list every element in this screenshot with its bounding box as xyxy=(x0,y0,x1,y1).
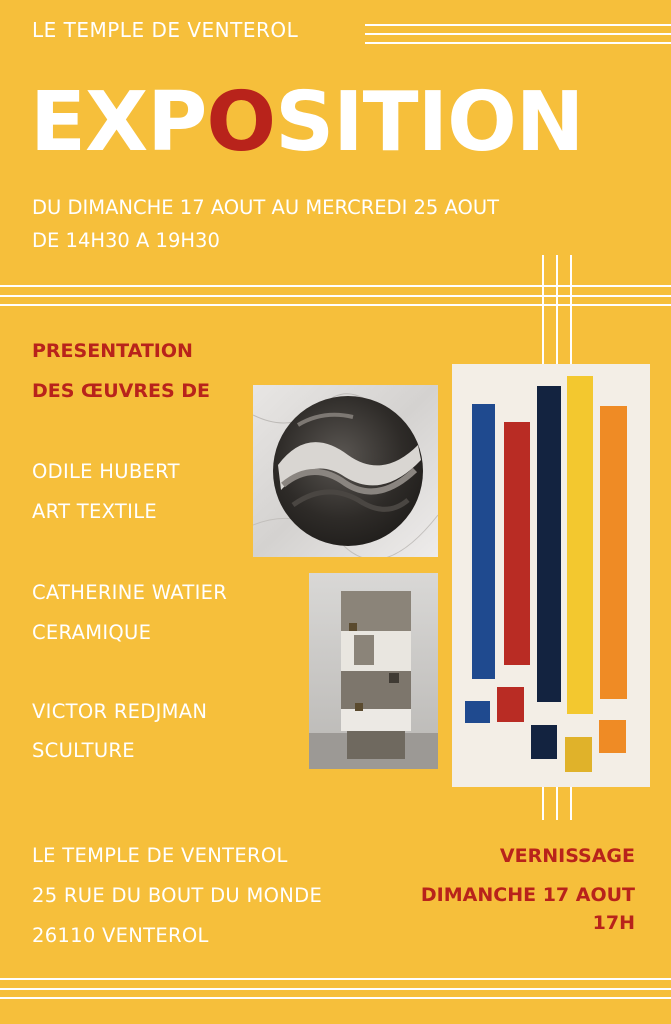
title-part-2: O xyxy=(206,75,276,170)
ceramic-plate-photo xyxy=(253,385,438,557)
bottom-rule-1 xyxy=(0,978,671,980)
artist-3-name: VICTOR REDJMAN xyxy=(32,700,208,723)
artist-1-discipline: ART TEXTILE xyxy=(32,500,157,523)
vernissage-date: DIMANCHE 17 AOUT xyxy=(420,884,635,906)
address-line-1: LE TEMPLE DE VENTEROL xyxy=(32,844,288,867)
artist-3-discipline: SCULTURE xyxy=(32,739,135,762)
address-line-2: 25 RUE DU BOUT DU MONDE xyxy=(32,884,323,907)
presentation-line-1: PRESENTATION xyxy=(32,340,193,362)
top-right-rule-2 xyxy=(365,33,671,35)
presentation-line-2: DES ŒUVRES DE xyxy=(32,380,211,402)
top-right-rule-3 xyxy=(365,42,671,44)
sculpture-photo xyxy=(309,573,438,769)
vernissage-label: VERNISSAGE xyxy=(499,845,635,867)
artist-2-name: CATHERINE WATIER xyxy=(32,581,228,604)
title-part-1: EXP xyxy=(30,75,207,170)
bottom-rule-3 xyxy=(0,997,671,999)
exposition-title xyxy=(30,75,584,170)
vernissage-time: 17H xyxy=(592,912,635,934)
title-part-3: SITION xyxy=(275,75,584,170)
venue-header: LE TEMPLE DE VENTEROL xyxy=(32,18,299,42)
top-right-rule-1 xyxy=(365,24,671,26)
address-line-3: 26110 VENTEROL xyxy=(32,924,209,947)
artist-1-name: ODILE HUBERT xyxy=(32,460,180,483)
bottom-rule-2 xyxy=(0,988,671,990)
dates-line-1: DU DIMANCHE 17 AOUT AU MERCREDI 25 AOUT xyxy=(32,196,500,219)
stripes-artwork-photo xyxy=(452,364,650,787)
artist-2-discipline: CERAMIQUE xyxy=(32,621,152,644)
dates-line-2: DE 14H30 A 19H30 xyxy=(32,229,220,252)
